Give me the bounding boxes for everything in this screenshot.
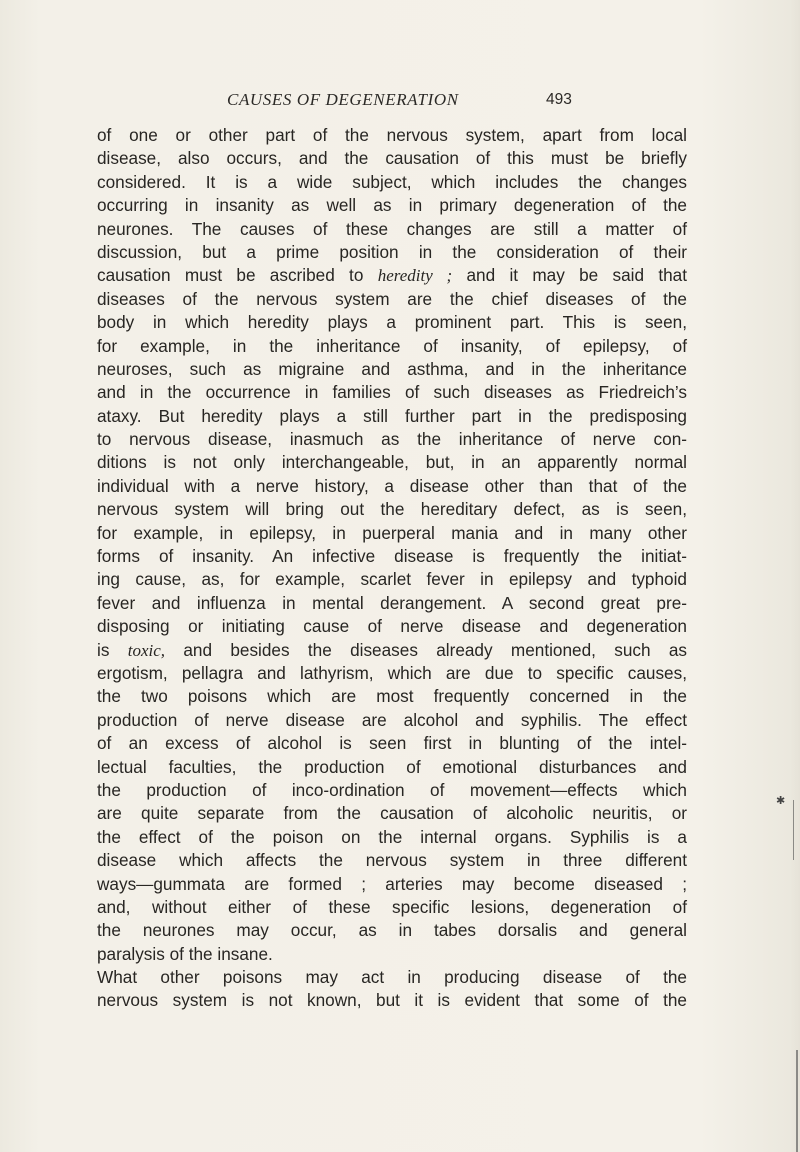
- page-edge-shadow: [793, 800, 794, 860]
- page-edge-shadow: [796, 1050, 798, 1152]
- italic-term: heredity ;: [377, 266, 453, 286]
- text-line: are quite separate from the causation of alcoholic neuritis, or: [97, 803, 687, 824]
- text-line: nervous system is not known, but it is evident that some of the: [97, 990, 687, 1011]
- page-header: [0, 90, 800, 114]
- body-text: [97, 124, 687, 1013]
- text-line: nervous system will bring out the hereditary defect, as is seen,: [97, 499, 687, 520]
- running-head: CAUSES OF DEGENERATION: [227, 90, 459, 109]
- text-segment: causation must be ascribed to: [97, 265, 378, 286]
- text-line: paralysis of the insane.: [97, 943, 273, 964]
- text-line: ways—gummata are formed ; arteries may become diseased ;: [97, 873, 687, 894]
- text-line: the production of inco-ordination of movement—effects which: [97, 779, 687, 800]
- text-line: neurones. The causes of these changes are still a matter of: [97, 218, 687, 239]
- text-line: individual with a nerve history, a disease other than that of the: [97, 475, 687, 496]
- text-line: for example, in the inheritance of insanity, of epilepsy, of: [97, 335, 687, 356]
- text-line: considered. It is a wide subject, which includes the changes: [97, 171, 687, 192]
- page-number: 493: [546, 91, 572, 108]
- text-line: disposing or initiating cause of nerve disease and degeneration: [97, 616, 687, 637]
- text-line: ergotism, pellagra and lathyrism, which are due to specific causes,: [97, 662, 687, 683]
- text-line: diseases of the nervous system are the chief diseases of the: [97, 288, 687, 309]
- text-line: What other poisons may act in producing disease of the: [97, 967, 687, 988]
- text-line: the two poisons which are most frequently concerned in the: [97, 686, 687, 707]
- text-line: discussion, but a prime position in the consideration of their: [97, 241, 687, 262]
- text-line: neuroses, such as migraine and asthma, and in the inheritance: [97, 358, 687, 379]
- text-line: disease which affects the nervous system in three different: [97, 850, 687, 871]
- text-segment: and besides the diseases already mentioned, such as: [165, 639, 688, 660]
- text-line: fever and influenza in mental derangement. A second great pre-: [97, 592, 687, 613]
- text-line: production of nerve disease are alcohol and syphilis. The effect: [97, 709, 687, 730]
- text-segment: is: [97, 639, 128, 660]
- text-line: and, without either of these specific lesions, degeneration of: [97, 896, 687, 917]
- text-line: lectual faculties, the production of emotional disturbances and: [97, 756, 687, 777]
- text-line: ditions is not only interchangeable, but, in an apparently normal: [97, 452, 687, 473]
- text-line: the effect of the poison on the internal organs. Syphilis is a: [97, 826, 687, 847]
- text-line: forms of insanity. An infective disease is frequently the initiat-: [97, 546, 687, 567]
- italic-term: toxic,: [127, 640, 166, 660]
- text-line: ataxy. But heredity plays a still further part in the predisposing: [97, 405, 687, 426]
- print-speck-icon: ✱: [776, 795, 786, 807]
- text-line: body in which heredity plays a prominent part. This is seen,: [97, 312, 687, 333]
- text-line: of an excess of alcohol is seen first in blunting of the intel-: [97, 733, 687, 754]
- text-line: [97, 264, 687, 287]
- text-line: disease, also occurs, and the causation of this must be briefly: [97, 148, 687, 169]
- text-line: for example, in epilepsy, in puerperal mania and in many other: [97, 522, 687, 543]
- text-line: ing cause, as, for example, scarlet fever in epilepsy and typhoid: [97, 569, 687, 590]
- text-line: and in the occurrence in families of such diseases as Friedreich’s: [97, 382, 687, 403]
- text-line: to nervous disease, inasmuch as the inheritance of nerve con-: [97, 429, 687, 450]
- text-line: occurring in insanity as well as in primary degeneration of the: [97, 195, 687, 216]
- text-segment: and it may be said that: [452, 265, 687, 286]
- text-line: of one or other part of the nervous system, apart from local: [97, 125, 687, 145]
- text-line: the neurones may occur, as in tabes dorsalis and general: [97, 920, 687, 941]
- text-line: [97, 639, 687, 662]
